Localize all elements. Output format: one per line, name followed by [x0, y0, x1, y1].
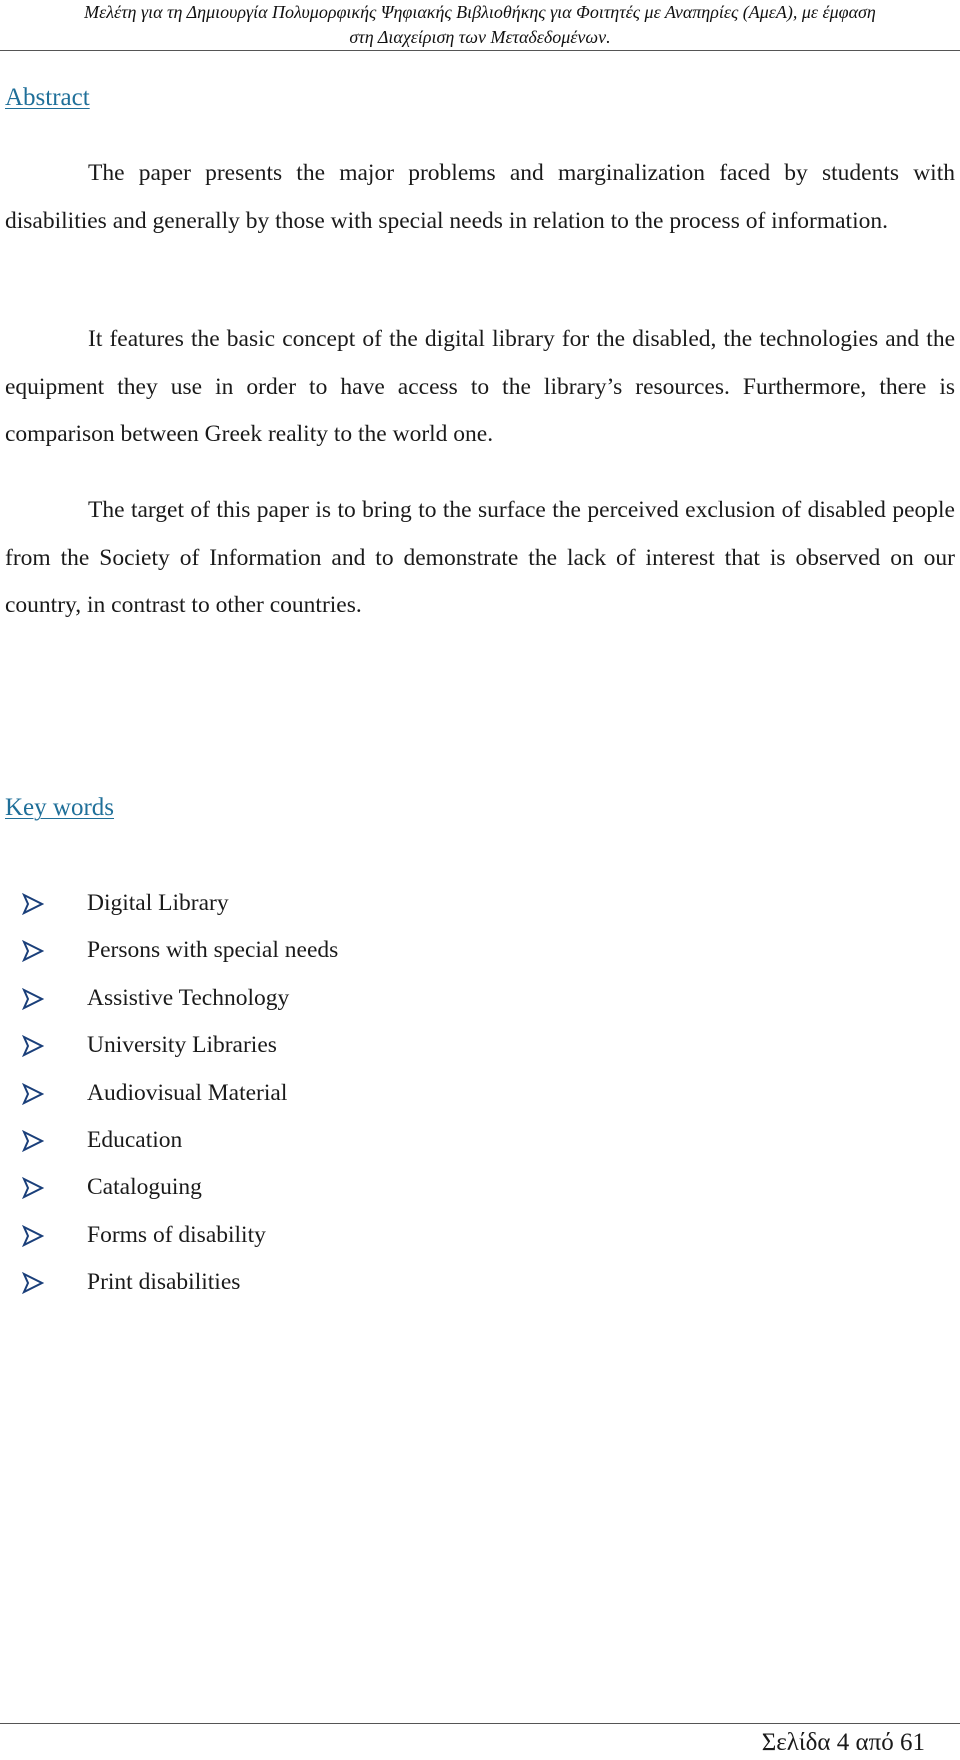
abstract-heading: Abstract — [5, 84, 90, 111]
arrowhead-bullet-icon — [22, 1177, 44, 1199]
arrowhead-bullet-icon — [22, 1130, 44, 1152]
abstract-paragraph-3: The target of this paper is to bring to the surface the perceived exclusion of disabled people from the Society of Information and to demonstrate the lack of interest that is observed on our country, in contrast to other countries. — [5, 497, 955, 618]
keyword-text: Cataloguing — [87, 1174, 202, 1201]
keyword-text: University Libraries — [87, 1032, 277, 1059]
arrowhead-bullet-icon — [22, 940, 44, 962]
header-title-line-1: Μελέτη για τη Δημιουργία Πολυμορφικής Ψηφιακής Βιβλιοθήκης για Φοιτητές με Αναπηρίες (ΑμεΑ), με έμφαση — [84, 2, 876, 22]
arrowhead-bullet-icon — [22, 1083, 44, 1105]
keyword-text: Education — [87, 1126, 183, 1153]
keyword-text: Persons with special needs — [87, 937, 339, 964]
abstract-paragraph-2: It features the basic concept of the digital library for the disabled, the technologies and the equipment they use in order to have access to the library’s resources. Furthermore, there is comparison between Greek reality to the world one. — [5, 326, 955, 447]
header-divider — [0, 50, 960, 51]
keywords-heading: Key words — [5, 794, 115, 821]
keyword-text: Forms of disability — [87, 1221, 266, 1248]
keyword-text: Digital Library — [87, 890, 229, 916]
header-title-line-2: στη Διαχείριση των Μεταδεδομένων. — [349, 27, 611, 47]
keyword-text: Assistive Technology — [87, 984, 290, 1011]
arrowhead-bullet-icon — [22, 1272, 44, 1294]
arrowhead-bullet-icon — [22, 1035, 44, 1057]
page-number: Σελίδα 4 από 61 — [761, 1729, 925, 1756]
footer-divider — [0, 1723, 960, 1724]
arrowhead-bullet-icon — [22, 1225, 44, 1247]
keyword-text: Audiovisual Material — [87, 1079, 288, 1106]
abstract-paragraph-1: The paper presents the major problems and marginalization faced by students with disabilities and generally by those with special needs in relation to the process of information. — [5, 160, 955, 234]
arrowhead-bullet-icon — [22, 988, 44, 1010]
keyword-text: Print disabilities — [87, 1269, 241, 1296]
running-header — [0, 0, 960, 50]
arrowhead-bullet-icon — [22, 893, 44, 915]
